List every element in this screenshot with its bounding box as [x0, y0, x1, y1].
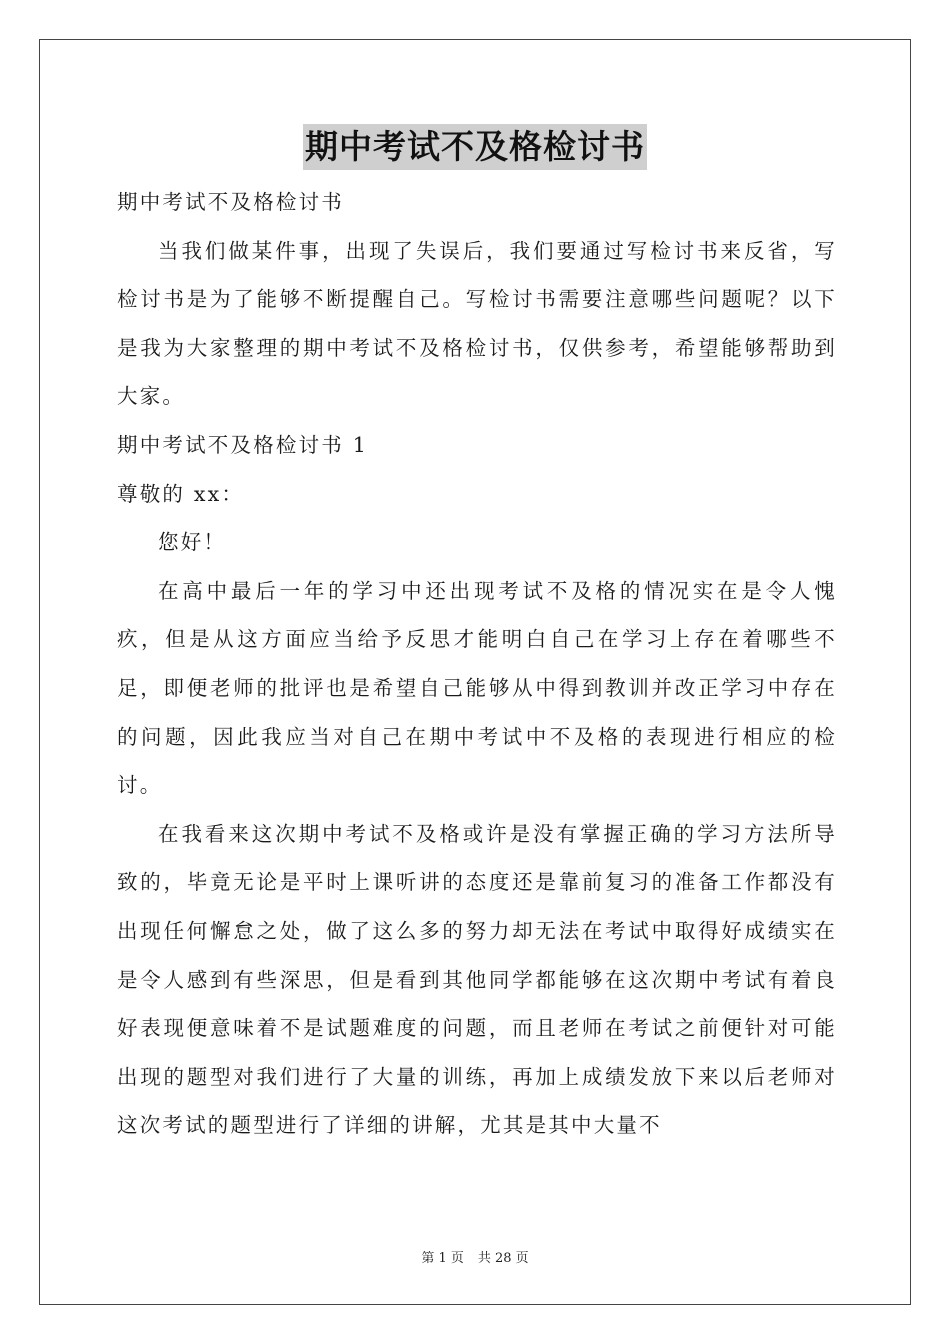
salutation: 尊敬的 xx：: [117, 481, 245, 506]
body-paragraph: 在我看来这次期中考试不及格或许是没有掌握正确的学习方法所导致的，毕竟无论是平时上课听讲的态度还是靠前复习的准备工作都没有出现任何懈怠之处，做了这么多的努力却无法在考试中取得好成绩实在是令人感到有些深思，但是看到其他同学都能够在这次期中考试有着良好表现便意味着不是试题难度的问题，而且老师在考试之前便针对可能出现的题型对我们进行了大量的训练，再加上成绩发放下来以后老师对这次考试的题型进行了详细的讲解，尤其是其中大量不: [117, 821, 837, 1138]
section-heading: 期中考试不及格检讨书 1: [117, 432, 368, 457]
title-container: [0, 124, 950, 170]
page-footer: [0, 1247, 950, 1266]
intro-paragraph: 当我们做某件事，出现了失误后，我们要通过写检讨书来反省，写检讨书是为了能够不断提醒自己。写检讨书需要注意哪些问题呢？以下是我为大家整理的期中考试不及格检讨书，仅供参考，希望能够帮助到大家。: [117, 238, 837, 409]
document-body: [117, 178, 837, 1150]
subtitle-line: 期中考试不及格检讨书: [117, 190, 344, 214]
page-total: 共 28 页: [477, 1251, 529, 1266]
greeting: 您好！: [158, 530, 227, 555]
page-number: 第 1 页: [421, 1251, 464, 1266]
document-title: 期中考试不及格检讨书: [303, 124, 647, 170]
body-paragraph: 在高中最后一年的学习中还出现考试不及格的情况实在是令人愧疚，但是从这方面应当给予反思才能明白自己在学习上存在着哪些不足，即便老师的批评也是希望自己能够从中得到教训并改正学习中存在的问题，因此我应当对自己在期中考试中不及格的表现进行相应的检讨。: [117, 578, 837, 798]
